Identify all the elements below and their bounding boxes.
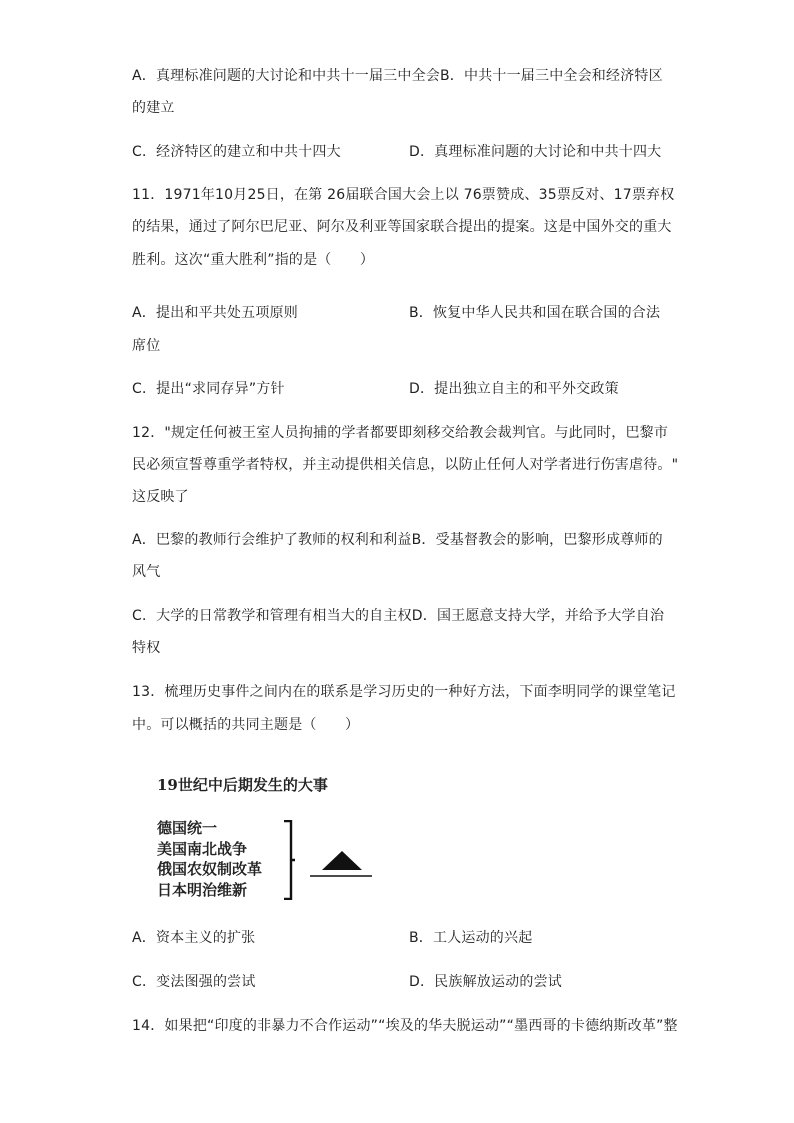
q12-option-a-line <box>132 530 663 550</box>
q14-stem-line-1: 14．如果把“印度的非暴力不合作运动”“埃及的华夫脱运动”“墨西哥的卡德纳斯改革”整 <box>132 1018 678 1034</box>
q13-option-a: A．资本主义的扩张 <box>132 930 256 946</box>
q13-figure-bracket <box>283 820 295 900</box>
q13-figure-item: 日本明治维新 <box>157 880 248 899</box>
q12-option-d: D．国王愿意支持大学，并给予大学自治 <box>411 608 665 624</box>
q12-option-c: C．大学的日常教学和管理有相当大的自主权 <box>132 608 412 624</box>
q11-option-b-cont: 席位 <box>132 338 161 354</box>
q11-stem-line-2: 的结果，通过了阿尔巴尼亚、阿尔及利亚等国家联合提出的提案。这是中国外交的重大 <box>132 219 672 235</box>
q13-figure-item: 俄国农奴制改革 <box>157 860 263 878</box>
q13-stem-line-1: 13．梳理历史事件之间内在的联系是学习历史的一种好方法，下面李明同学的课堂笔记 <box>132 684 676 700</box>
q12-stem-line-1: 12．"规定任何被王室人员拘捕的学者都要即刻移交给教会裁判官。与此同时，巴黎市 <box>132 425 669 441</box>
q12-option-b-cont: 风气 <box>132 564 161 580</box>
q12-option-a: A．巴黎的教师行会维护了教师的权利和利益 <box>132 532 412 548</box>
q12-stem-line-2: 民必须宣誓尊重学者特权，并主动提供相关信息，以防止任何人对学者进行伤害虐待。" <box>132 457 679 473</box>
q12-option-b: B．受基督教会的影响，巴黎形成尊师的 <box>411 532 663 548</box>
q13-stem-line-2: 中。可以概括的共同主题是（ ） <box>132 717 360 733</box>
q13-figure-item: 德国统一 <box>157 819 218 837</box>
q10-option-a: A．真理标准问题的大讨论和中共十一届三中全会 <box>132 68 440 84</box>
q11-option-d: D．提出独立自主的和平外交政策 <box>409 381 619 397</box>
q10-option-c: C．经济特区的建立和中共十四大 <box>132 144 341 160</box>
q11-option-c: C．提出“求同存异”方针 <box>132 381 285 397</box>
q12-option-c-line <box>132 606 664 626</box>
q13-figure-item: 美国南北战争 <box>157 839 248 858</box>
q10-option-a-line <box>132 66 663 86</box>
q13-option-c: C．变法图强的尝试 <box>132 974 256 990</box>
q13-figure-triangle-blank <box>310 848 374 878</box>
q10-option-b-cont: 的建立 <box>132 100 175 116</box>
q11-option-a: A．提出和平共处五项原则 <box>132 305 298 321</box>
q13-figure-list <box>157 818 262 900</box>
q11-stem-line-3: 胜利。这次“重大胜利”指的是（ ） <box>132 252 375 268</box>
q12-option-d-cont: 特权 <box>132 640 161 656</box>
q12-stem-line-3: 这反映了 <box>132 489 189 505</box>
q11-option-b: B．恢复中华人民共和国在联合国的合法 <box>409 305 661 321</box>
q13-option-d: D．民族解放运动的尝试 <box>409 974 562 990</box>
q13-option-b: B．工人运动的兴起 <box>409 930 533 946</box>
q10-option-b: B．中共十一届三中全会和经济特区 <box>439 68 663 84</box>
q11-stem-line-1: 11．1971年10月25日，在第 26届联合国大会上以 76票赞成、35票反对、17票弃权 <box>132 187 675 203</box>
q10-option-d: D．真理标准问题的大讨论和中共十四大 <box>409 144 662 160</box>
q13-figure-title: 19世纪中后期发生的大事 <box>157 776 328 794</box>
